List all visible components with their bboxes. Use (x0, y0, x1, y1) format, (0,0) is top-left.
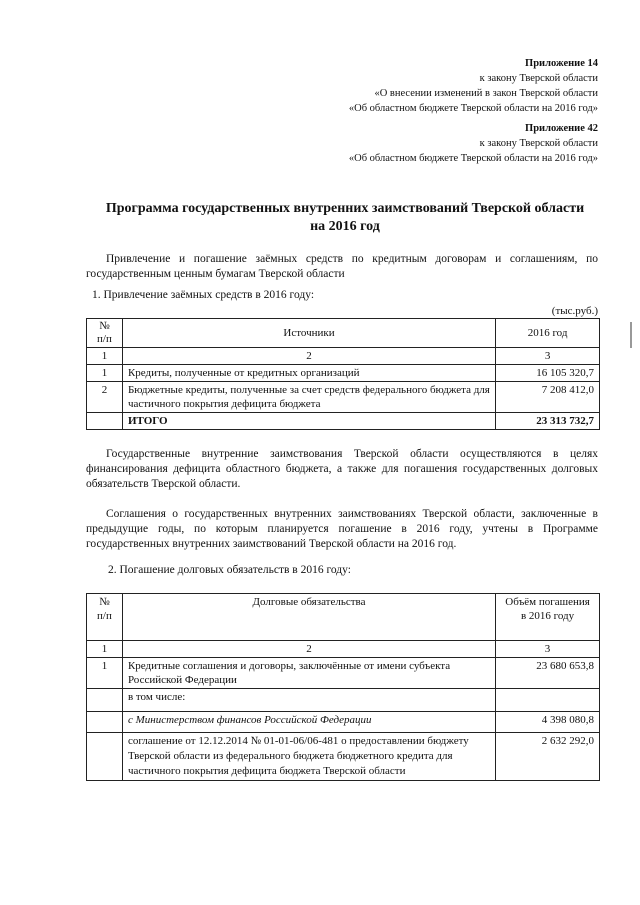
header-num: № п/п (87, 594, 123, 641)
total-value: 23 313 732,7 (496, 413, 600, 430)
table-row (87, 658, 600, 689)
row-name: Бюджетные кредиты, полученные за счет средств федерального бюджета для частичного покрытия дефицита бюджета (122, 382, 495, 413)
row-value: 7 208 412,0 (496, 382, 600, 413)
appendix-14-heading: Приложение 14 (525, 58, 598, 69)
header-name: Долговые обязательства (122, 594, 495, 641)
header-year: 2016 год (496, 319, 600, 348)
colnum-cell: 1 (87, 641, 123, 658)
section-1-heading: 1. Привлечение заёмных средств в 2016 году: (92, 289, 315, 301)
row-value: 23 680 653,8 (496, 658, 600, 689)
section-2-heading: 2. Погашение долговых обязательств в 2016 году: (108, 564, 351, 576)
colnum-cell: 3 (496, 641, 600, 658)
appendix-42-line: к закону Тверской области (479, 138, 598, 149)
row-num: 1 (87, 365, 123, 382)
column-number-row (87, 641, 600, 658)
scan-artifact-line (630, 322, 632, 348)
row-num (87, 733, 123, 781)
repayment-table (86, 593, 600, 781)
row-value: 4 398 080,8 (496, 712, 600, 733)
total-empty-cell (87, 413, 123, 430)
row-value: 2 632 292,0 (496, 733, 600, 781)
row-num: 1 (87, 658, 123, 689)
row-name: Кредитные соглашения и договоры, заключённые от имени субъекта Российской Федерации (122, 658, 495, 689)
row-num (87, 712, 123, 733)
intro-paragraph: Привлечение и погашение заёмных средств по кредитным договорам и соглашениям, по государственным ценным бумагам Тверской области (86, 253, 598, 280)
row-name: с Министерством финансов Российской Федерации (122, 712, 495, 733)
appendix-42-line: «Об областном бюджете Тверской области на 2016 год» (348, 153, 598, 164)
row-value: 16 105 320,7 (496, 365, 600, 382)
table-row (87, 689, 600, 712)
table-row (87, 365, 600, 382)
row-name: в том числе: (122, 689, 495, 712)
table-row (87, 382, 600, 413)
financing-paragraph: Государственные внутренние заимствования Тверской области осуществляются в целях финансирования дефицита областного бюджета, а также для погашения государственных долговых обязательств Тверской области. (86, 448, 598, 490)
row-value (496, 689, 600, 712)
total-label: ИТОГО (122, 413, 495, 430)
appendix-14-line: «О внесении изменений в закон Тверской области (374, 88, 598, 99)
colnum-cell: 3 (496, 348, 600, 365)
borrowing-table (86, 318, 600, 430)
header-volume: Объём погашения в 2016 году (496, 594, 600, 641)
row-name: Кредиты, полученные от кредитных организаций (122, 365, 495, 382)
table-header-row (87, 319, 600, 348)
agreements-paragraph: Соглашения о государственных внутренних заимствованиях Тверской области, заключенные в предыдущие годы, по которым планируется погашение в 2016 году, учтены в Программе государственных внутренних заимствований Тверской области на 2016 год. (86, 508, 598, 550)
appendix-14-line: к закону Тверской области (479, 73, 598, 84)
title-line: Программа государственных внутренних заимствований Тверской области (105, 201, 585, 216)
colnum-cell: 1 (87, 348, 123, 365)
row-num (87, 689, 123, 712)
title-line: на 2016 год (310, 219, 380, 234)
units-label: (тыс.руб.) (551, 305, 598, 317)
table-header-row (87, 594, 600, 641)
header-num: № п/п (87, 319, 123, 348)
table-row (87, 733, 600, 781)
total-row (87, 413, 600, 430)
table-row (87, 712, 600, 733)
page-title (0, 200, 640, 236)
row-name: соглашение от 12.12.2014 № 01-01-06/06-481 о предоставлении бюджету Тверской области из федерального бюджета бюджетного кредита для частичного покрытия дефицита бюджета Тверской области (122, 733, 495, 781)
header-source: Источники (122, 319, 495, 348)
colnum-cell: 2 (122, 348, 495, 365)
row-num: 2 (87, 382, 123, 413)
appendix-14-line: «Об областном бюджете Тверской области на 2016 год» (348, 103, 598, 114)
column-number-row (87, 348, 600, 365)
appendix-42-block (349, 121, 598, 166)
colnum-cell: 2 (122, 641, 495, 658)
appendix-42-heading: Приложение 42 (525, 123, 598, 134)
appendix-14-block (349, 56, 598, 116)
